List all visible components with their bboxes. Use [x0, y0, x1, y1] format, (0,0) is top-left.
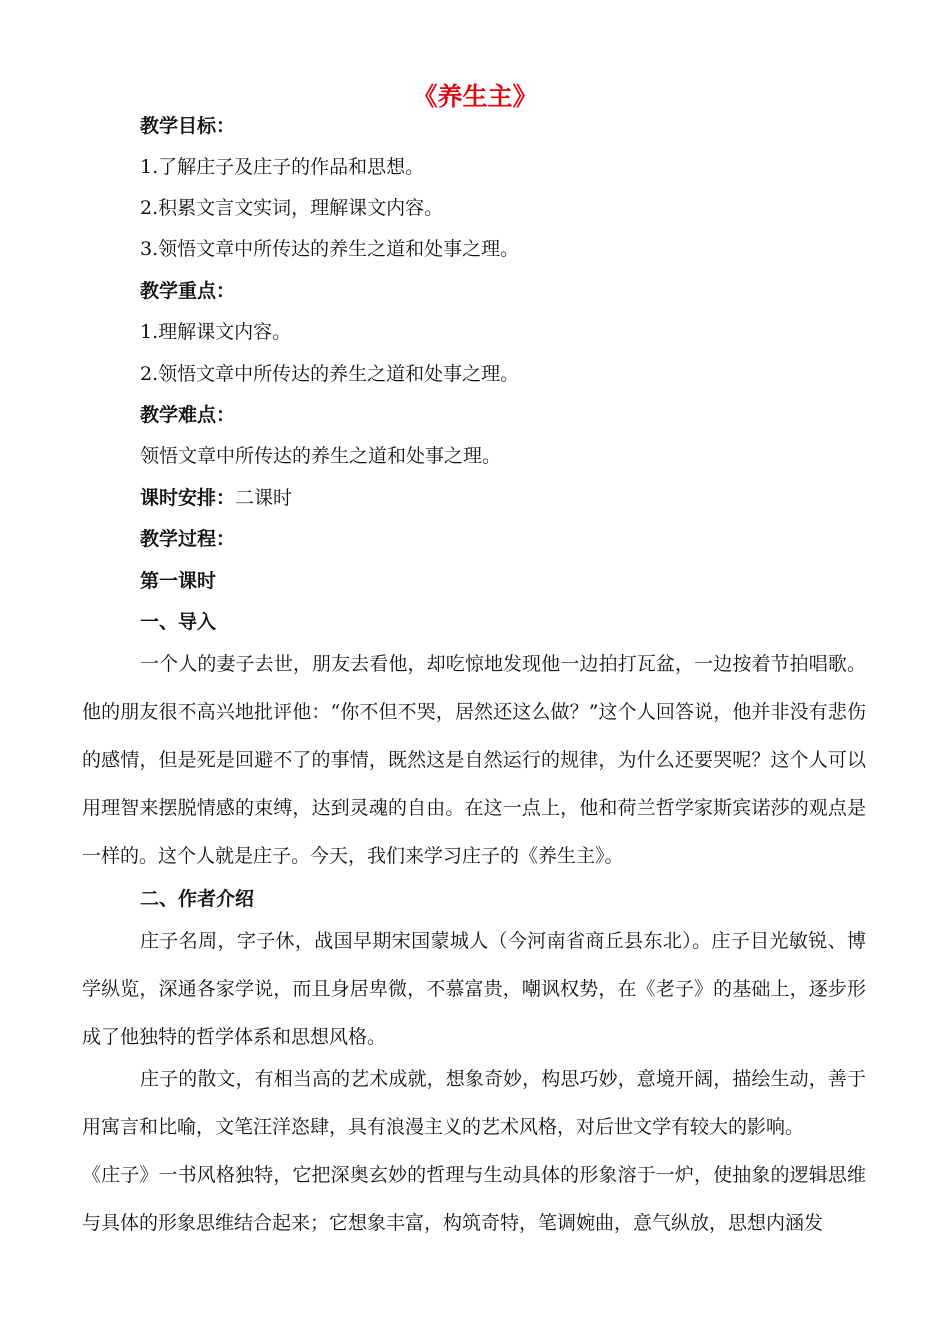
prose-paragraph: 庄子的散文，有相当高的艺术成就，想象奇妙，构思巧妙，意境开阔，描绘生动，善于用寓言和比喻，文笔汪洋恣肆，具有浪漫主义的艺术风格，对后世文学有较大的影响。	[82, 1068, 866, 1138]
difficulties-heading: 教学难点：	[140, 404, 236, 426]
process-heading: 教学过程：	[140, 528, 236, 550]
lesson-heading: 第一课时	[140, 570, 217, 592]
objectives-heading: 教学目标：	[140, 115, 236, 137]
schedule-value: 二课时	[235, 487, 293, 509]
schedule-label: 课时安排：	[140, 487, 236, 509]
objective-item: 1.了解庄子及庄子的作品和思想。	[140, 156, 425, 178]
document-title: 《养生主》	[412, 82, 538, 111]
key-points-heading: 教学重点：	[140, 280, 236, 302]
author-paragraph: 庄子名周，字子休，战国早期宋国蒙城人（今河南省商丘县东北）。庄子目光敏锐、博学纵览，深通各家学说，而且身居卑微，不慕富贵，嘲讽权势，在《老子》的基础上，逐步形成了他独特的哲学体系和思想风格。	[82, 930, 866, 1048]
author-paragraph-block	[82, 917, 866, 1061]
section-heading-author: 二、作者介绍	[140, 888, 255, 910]
section-heading-intro: 一、导入	[140, 611, 217, 633]
prose-paragraph-block	[82, 1055, 866, 1247]
objective-item: 3.领悟文章中所传达的养生之道和处事之理。	[140, 238, 520, 260]
key-point-item: 2.领悟文章中所传达的养生之道和处事之理。	[140, 363, 520, 385]
objective-item: 2.积累文言文实词，理解课文内容。	[140, 197, 444, 219]
zhuangzi-book-paragraph: 《庄子》一书风格独特，它把深奥玄妙的哲理与生动具体的形象溶于一炉，使抽象的逻辑思维与具体的形象思维结合起来；它想象丰富，构筑奇特，笔调婉曲，意气纵放，思想内涵发	[82, 1164, 866, 1234]
intro-paragraph-block	[82, 640, 866, 880]
intro-paragraph: 一个人的妻子去世，朋友去看他，却吃惊地发现他一边拍打瓦盆，一边按着节拍唱歌。他的朋友很不高兴地批评他：“你不但不哭，居然还这么做？”这个人回答说，他并非没有悲伤的感情，但是死是回避不了的事情，既然这是自然运行的规律，为什么还要哭呢？这个人可以用理智来摆脱情感的束缚，达到灵魂的自由。在这一点上，他和荷兰哲学家斯宾诺莎的观点是一样的。这个人就是庄子。今天，我们来学习庄子的《养生主》。	[82, 653, 866, 867]
difficulties-text: 领悟文章中所传达的养生之道和处事之理。	[140, 445, 502, 467]
key-point-item: 1.理解课文内容。	[140, 321, 292, 343]
schedule-line	[140, 486, 292, 510]
